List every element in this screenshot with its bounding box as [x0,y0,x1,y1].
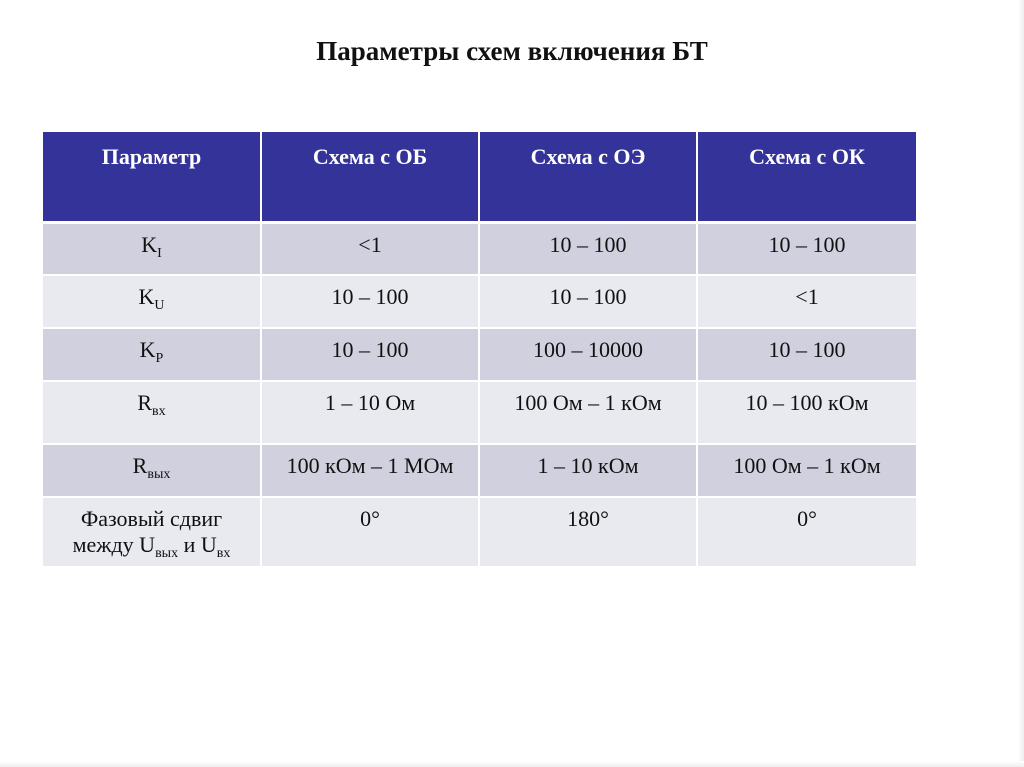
column-header-common-collector: Схема с ОК [697,132,916,222]
value-cell: <1 [697,275,916,328]
param-cell [43,381,261,444]
value-cell: 0° [261,497,479,567]
param-cell [43,328,261,381]
parameters-table [43,132,916,568]
param-subscript: P [155,351,164,366]
table-row [43,275,916,328]
value-cell: 10 – 100 [479,222,697,275]
value-cell: 10 – 100 [261,275,479,328]
param-cell [43,444,261,497]
param-subscript: вх [152,404,166,419]
param-cell [43,222,261,275]
param-cell [43,275,261,328]
slide-edge-shadow [1018,0,1024,767]
table-header-row [43,132,916,222]
value-cell: 100 Ом – 1 кОм [697,444,916,497]
param-cell [43,497,261,567]
value-cell: 10 – 100 [697,222,916,275]
value-cell: 100 Ом – 1 кОм [479,381,697,444]
param-subscript: U [154,298,165,313]
value-cell: 0° [697,497,916,567]
value-cell: 10 – 100 [479,275,697,328]
param-line-2 [72,532,231,562]
value-cell: 10 – 100 [261,328,479,381]
value-cell: <1 [261,222,479,275]
page-title: Параметры схем включения БТ [316,36,708,66]
table-row [43,444,916,497]
param-line-1: Фазовый сдвиг [80,506,223,531]
value-cell: 100 кОм – 1 МОм [261,444,479,497]
table-row [43,497,916,567]
column-header-parameter: Параметр [43,132,261,222]
table-row [43,328,916,381]
param-subscript: I [157,245,162,261]
value-cell: 10 – 100 кОм [697,381,916,444]
param-text: и U [178,532,217,558]
param-symbol: K [141,231,158,257]
slide-edge-shadow [0,761,1024,767]
param-symbol: K [138,284,155,309]
param-subscript: вх [216,546,231,562]
param-symbol: R [132,453,148,478]
param-subscript: вых [155,546,179,562]
param-text: между U [72,532,156,558]
param-symbol: R [137,390,153,415]
table-row [43,222,916,275]
value-cell: 180° [479,497,697,567]
value-cell: 1 – 10 кОм [479,444,697,497]
column-header-common-emitter: Схема с ОЭ [479,132,697,222]
value-cell: 10 – 100 [697,328,916,381]
table-row [43,381,916,444]
value-cell: 1 – 10 Ом [261,381,479,444]
value-cell: 100 – 10000 [479,328,697,381]
param-symbol: K [139,337,156,362]
param-subscript: вых [147,467,171,482]
column-header-common-base: Схема с ОБ [261,132,479,222]
